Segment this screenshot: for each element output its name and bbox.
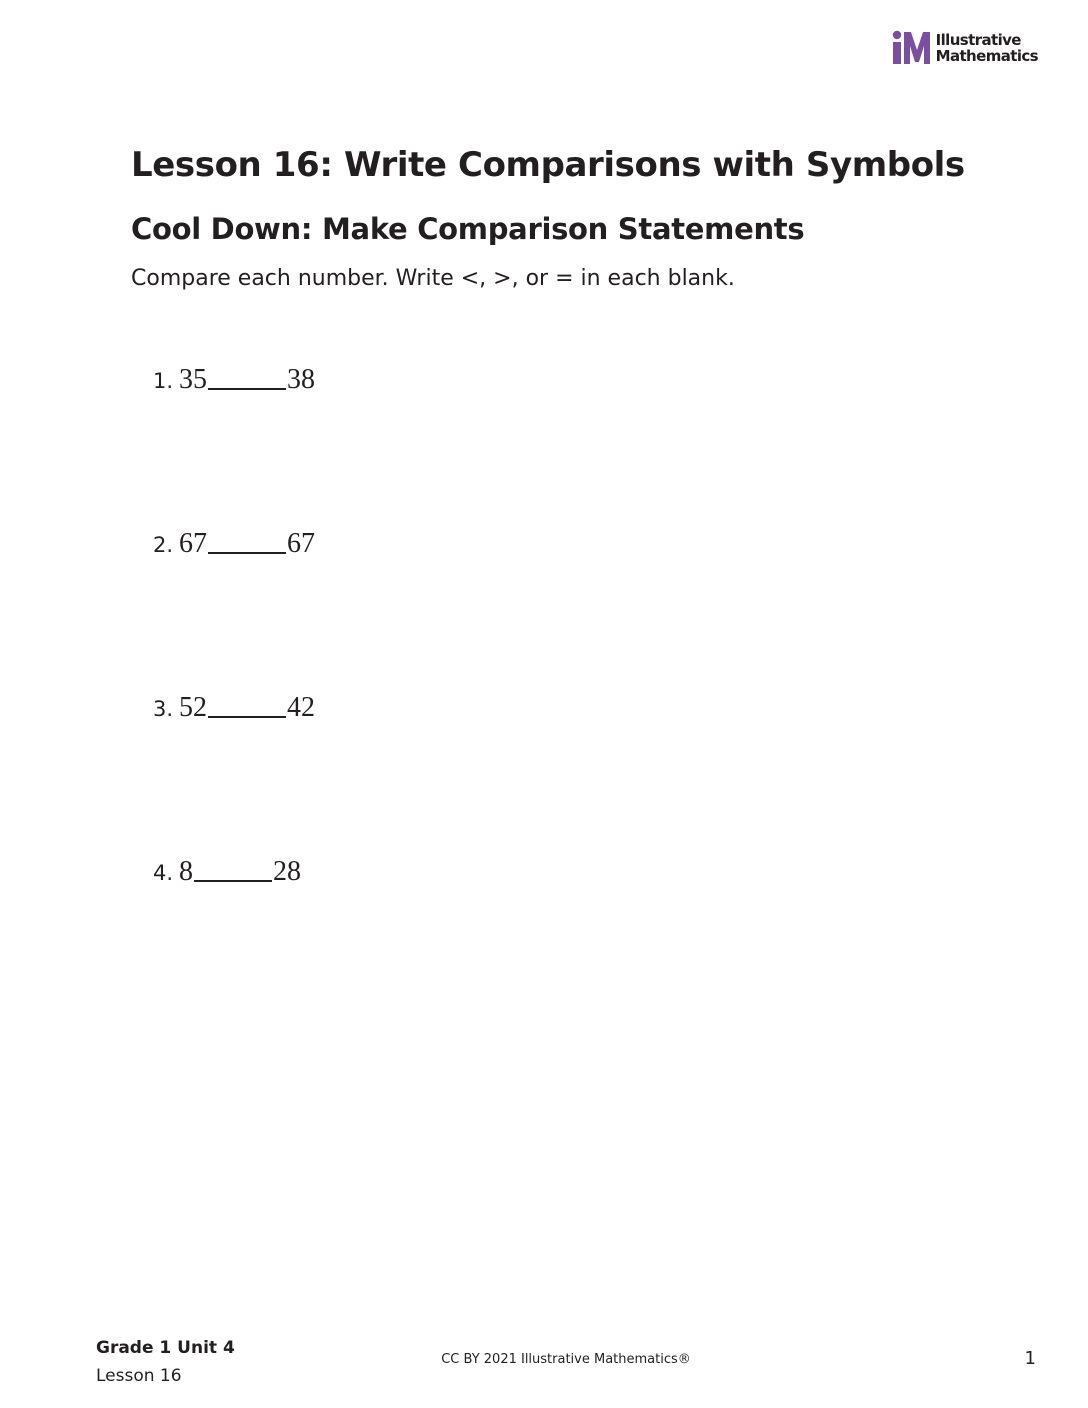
answer-blank[interactable] <box>208 716 286 718</box>
right-operand: 38 <box>287 364 316 395</box>
problem-number: 2. <box>153 533 174 557</box>
problem-3 <box>153 692 315 724</box>
footer-lesson: Lesson 16 <box>96 1366 182 1386</box>
lesson-title: Lesson 16: Write Comparisons with Symbols <box>131 145 965 185</box>
footer-copyright: CC BY 2021 Illustrative Mathematics® <box>441 1352 691 1367</box>
left-operand: 52 <box>179 692 208 723</box>
instructions: Compare each number. Write <, >, or = in each blank. <box>131 266 735 291</box>
problem-2 <box>153 528 315 560</box>
answer-blank[interactable] <box>208 388 286 390</box>
brand-line-2: Mathematics <box>935 47 1038 65</box>
im-logo-icon <box>892 30 932 66</box>
right-operand: 28 <box>273 856 302 887</box>
brand-logo <box>892 30 1038 66</box>
answer-blank[interactable] <box>194 880 272 882</box>
footer-grade-unit: Grade 1 Unit 4 <box>96 1338 235 1358</box>
left-operand: 8 <box>179 856 194 887</box>
problem-1 <box>153 364 315 396</box>
right-operand: 42 <box>287 692 316 723</box>
problem-number: 1. <box>153 369 174 393</box>
left-operand: 67 <box>179 528 208 559</box>
problem-4 <box>153 856 301 888</box>
right-operand: 67 <box>287 528 316 559</box>
problem-number: 3. <box>153 697 174 721</box>
section-title: Cool Down: Make Comparison Statements <box>131 212 805 246</box>
problem-number: 4. <box>153 861 174 885</box>
brand-line-1: Illustrative <box>935 31 1021 49</box>
brand-wordmark <box>936 32 1038 64</box>
page-number: 1 <box>1024 1348 1036 1369</box>
answer-blank[interactable] <box>208 552 286 554</box>
left-operand: 35 <box>179 364 208 395</box>
